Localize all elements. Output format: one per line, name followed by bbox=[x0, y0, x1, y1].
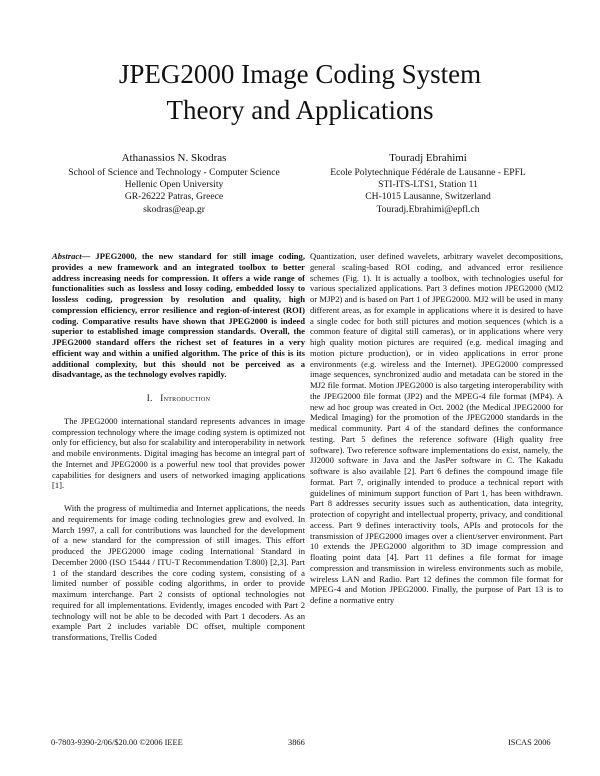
section-heading-introduction bbox=[52, 393, 305, 404]
author-institution: Hellenic Open University bbox=[124, 179, 224, 191]
abstract bbox=[52, 251, 305, 380]
author-email: skodras@eap.gr bbox=[143, 203, 205, 215]
body-paragraph: With the progress of multimedia and Internet applications, the needs and requirements for image coding technologies grew and evolved. In March 1997, a call for contributions was launched for the development of a new standard for the compression of still images. This effort produced the JPEG2000 image coding International Standard in December 2000 (ISO 15444 / ITU-T Recommendation T.800) [2,3]. Part 1 of the standard describes the core coding system, consisting of a limited number of possible coding algorithms, in order to provide maximum interchange. Part 2 consists of optional technologies not required for all implementations. Evidently, images encoded with Part 2 technology will not be able to be decoded with Part 1 decoders. As an example Part 2 includes variable DC offset, multiple component transformations, Trellis Coded bbox=[52, 503, 305, 642]
footer-page-number: 3866 bbox=[288, 738, 305, 747]
footer-conference: ISCAS 2006 bbox=[508, 738, 551, 747]
body-paragraph: Quantization, user defined wavelets, arbitrary wavelet decompositions, general scaling-based ROI coding, and advanced error resilience schemes (Fig. 1). It is actually a toolbox, with technologies useful for various specialized applications. Part 3 defines motion JPEG2000 (MJ2 or MJP2) and is based on Part 1 of JPEG2000. MJ2 will be used in many different areas, as for example in applications where it is desired to have a single codec for both still pictures and motion sequences (which is a common feature of digital still cameras), or in applications where very high quality motion pictures are required (e.g. medical imaging and motion picture production), or in video applications in error prone environments (e.g. wireless and the Internet). JPEG2000 compressed image sequences, synchronized audio and metadata can be stored in the MJ2 file format. Motion JPEG2000 is also targeting interoperability with the JPEG2000 file format (JP2) and the MPEG-4 file format (MP4). A new ad hoc group was created in Oct. 2002 (the Medical JPEG2000 for Medical Imaging) for the promotion of the JPEG2000 standards in the medical community. Part 4 of the standard defines the conformance testing. Part 5 defines the reference software (High quality free software). Two reference software implementations do exist, namely, the JJ2000 software in Java and the JasPer software in C. The Kakadu software is also available [2]. Part 6 defines the compound image file format. Part 7, originally intended to produce a technical report with guidelines of minimum support function of Part 1, has been withdrawn. Part 8 addresses security issues such as authentication, data integrity, protection of copyright and intellectual property, privacy, and conditional access. Part 9 defines interactivity tools, APIs and protocols for the transmission of JPEG2000 images over a client/server environment. Part 10 extends the JPEG2000 algorithm to 3D image compression and floating point data [4]. Part 11 defines a file format for image compression and transmission in wireless environments such as mobile, wireless LAN and Radio. Part 12 defines the common file format for MPEG-4 and Motion JPEG2000. Finally, the purpose of Part 13 is to define a normative entry bbox=[310, 251, 563, 605]
author-block-2 bbox=[298, 151, 558, 216]
author-address: CH-1015 Lausanne, Switzerland bbox=[365, 191, 491, 203]
body-paragraph: The JPEG2000 international standard represents advances in image compression technology where the image coding system is optimized not only for efficiency, but also for scalability and interoperability in network and mobile environments. Digital imaging has become an integral part of the Internet and JPEG2000 is a powerful new tool that provides power capabilities for designers and users of networked imaging applications [1]. bbox=[52, 415, 305, 491]
abstract-text: JPEG2000, the new standard for still image coding, provides a new framework and an integrated toolbox to better address increasing needs for compression. It offers a wide range of functionalities such as lossless and lossy coding, embedded lossy to lossless coding, progression by resolution and quality, high compression efficiency, error resilience and region-of-interest (ROI) coding. Comparative results have shown that JPEG2000 is indeed superior to established image compression standards. Overall, the JPEG2000 standard offers the richest set of features in a very efficient way and within a unified algorithm. The price of this is its additional complexity, but this should not be perceived as a disadvantage, as the technology evolves rapidly. bbox=[52, 251, 305, 380]
author-institution: STI-ITS-LTS1, Station 11 bbox=[378, 179, 478, 191]
abstract-lead: Abstract— bbox=[52, 251, 91, 261]
paper-title-line-2: Theory and Applications bbox=[166, 95, 434, 125]
author-block-1 bbox=[44, 151, 304, 216]
author-name: Touradj Ebrahimi bbox=[389, 152, 467, 164]
author-affiliation: Ecole Polytechnique Fédérale de Lausanne - EPFL bbox=[330, 167, 526, 178]
footer-copyright: 0-7803-9390-2/06/$20.00 ©2006 IEEE bbox=[51, 738, 183, 747]
author-name: Athanassios N. Skodras bbox=[121, 152, 227, 164]
section-number: I. bbox=[146, 393, 153, 403]
right-column bbox=[310, 251, 563, 606]
author-affiliation: School of Science and Technology - Computer Science bbox=[68, 167, 280, 178]
author-email: Touradj.Ebrahimi@epfl.ch bbox=[376, 203, 480, 215]
author-address: GR-26222 Patras, Greece bbox=[124, 191, 224, 203]
left-column bbox=[52, 251, 305, 643]
paper-title-line-1: JPEG2000 Image Coding System bbox=[118, 59, 482, 89]
section-title: Introduction bbox=[160, 393, 211, 403]
